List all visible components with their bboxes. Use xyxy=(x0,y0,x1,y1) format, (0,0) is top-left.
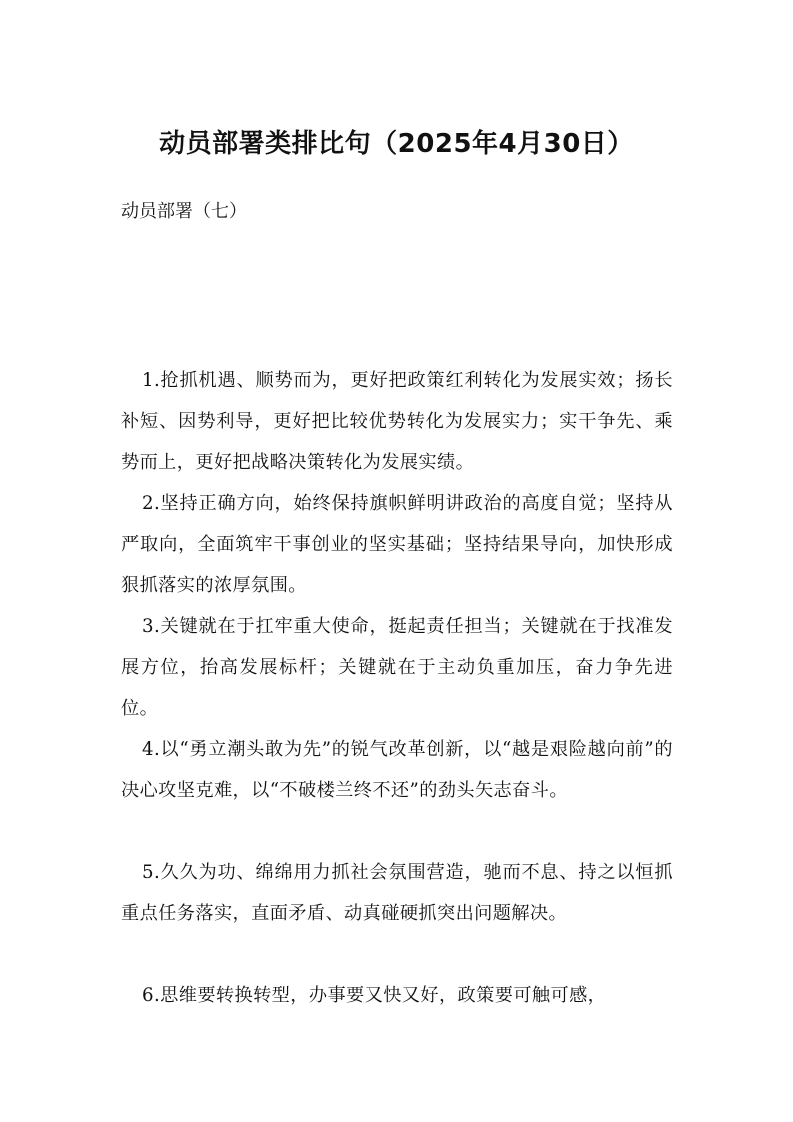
paragraph-4: 4.以“勇立潮头敢为先”的锐气改革创新，以“越是艰险越向前”的决心攻坚克难，以“不破楼兰终不还”的劲头矢志奋斗。 xyxy=(121,739,673,801)
paragraph-5: 5.久久为功、绵绵用力抓社会氛围营造，驰而不息、持之以恒抓重点任务落实，直面矛盾、动真碰硬抓突出问题解决。 xyxy=(121,862,673,924)
document-title: 动员部署类排比句（2025年4月30日） xyxy=(159,129,634,159)
paragraph-6: 6.思维要转换转型，办事要又快又好，政策要可触可感， xyxy=(142,985,607,1006)
paragraph-3: 3.关键就在于扛牢重大使命，挺起责任担当；关键就在于找准发展方位，抬高发展标杆；关键就在于主动负重加压，奋力争先进位。 xyxy=(121,616,673,719)
paragraph-1: 1.抢抓机遇、顺势而为，更好把政策红利转化为发展实效；扬长补短、因势利导，更好把比较优势转化为发展实力；实干争先、乘势而上，更好把战略决策转化为发展实绩。 xyxy=(121,370,673,473)
paragraph-2: 2.坚持正确方向，始终保持旗帜鲜明讲政治的高度自觉；坚持从严取向，全面筑牢干事创业的坚实基础；坚持结果导向，加快形成狠抓落实的浓厚氛围。 xyxy=(121,493,673,596)
section-heading: 动员部署（七） xyxy=(121,201,247,222)
